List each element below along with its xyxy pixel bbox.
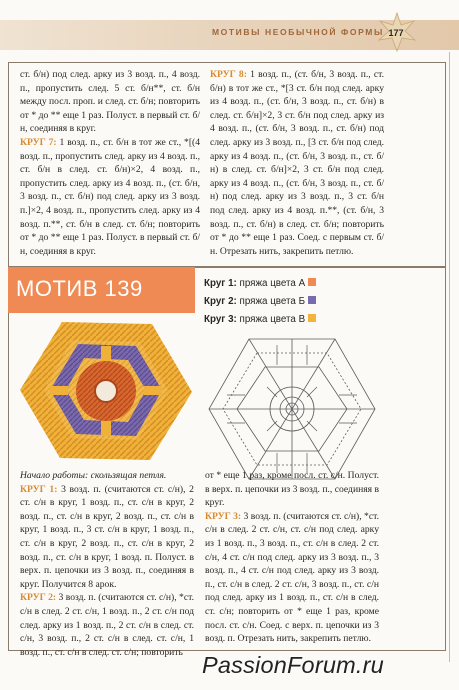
start-text: Начало работы: скользящая петля. xyxy=(20,470,167,481)
chapter-title: МОТИВЫ НЕОБЫЧНОЙ ФОРМЫ xyxy=(212,27,384,37)
legend-text: пряжа цвета А xyxy=(236,278,306,289)
krug2-text: 3 возд. п. (считаются ст. с/н), *ст. с/н в след. 2 ст. с/н, 1 возд. п., 2 ст. с/н под след. арку из 1 возд. п., 2 ст. с/н в след. ст. с/н, 3 возд. п., 2 ст. с/н в след. ст. с/н, 1 возд. п., ст. с/н в след. ст. с/н; повторить xyxy=(20,592,194,658)
motif-right-column xyxy=(205,469,379,646)
top-right-column xyxy=(210,68,384,258)
legend-item-2 xyxy=(204,296,316,307)
legend-text: пряжа цвета В xyxy=(236,314,306,325)
legend-label: Круг 3: xyxy=(204,314,237,325)
color-swatch-c xyxy=(308,314,316,322)
krug7-label: КРУГ 7: xyxy=(20,136,57,148)
legend-item-3 xyxy=(204,314,316,325)
krug1-text: 3 возд. п. (считаются ст. с/н), 2 ст. с/н в круг, 1 возд. п., ст. с/н в круг, 2 возд. п., ст. с/н в круг, 2 возд. п., ст. с/н в круг, 1 возд. п., 3 ст. с/н в круг, 1 возд. п., ст. с/н в круг, 2 возд. п., ст. с/н в круг, 2 возд. п., ст. с/н в круг, 1 возд. п. Полуст. в верх. п. цепочки из 3 возд. п., соединяя в круг. Получится 8 арок. xyxy=(20,483,194,590)
watermark-text: PassionForum.ru xyxy=(202,652,384,678)
page-number: 177 xyxy=(388,28,404,38)
krug8-label: КРУГ 8: xyxy=(210,69,247,80)
continuation-text-2: от * еще 1 раз, кроме посл. ст. с/н. Полуст. в верх. п. цепочки из 3 возд. п., соединяя в круг. xyxy=(205,470,379,509)
legend-label: Круг 1: xyxy=(204,278,237,289)
krug3-text: 3 возд. п. (считаются ст. с/н), *ст. с/н в след. 2 ст. с/н, ст. с/н под след. арку из 1 возд. п., 3 возд. п., ст. с/н в след. 2 ст. с/н, 4 ст. с/н под след. арку из 3 возд. п., 3 возд. п., 4 ст. с/н под след. арку из 3 возд. п., ст. с/н в след. 2 ст. с/н, 3 возд. п., ст. с/н под след. арку из 1 возд. п., ст. с/н в след. ст. с/н; повторить от * еще 1 раз, кроме посл. ст. с/н. Соед. с верх. п. цепочки из 3 возд. п. Отрезать нить, закрепить петлю. xyxy=(205,510,379,645)
krug8-text: 1 возд. п., (ст. б/н, 3 возд. п., ст. б/н) в тот же ст., *[3 ст. б/н под след. арку из 4 возд. п., (ст. б/н, 3 возд. п., ст. б/н) в след. ст. б/н]×2, 3 ст. б/н под след. арку из 4 возд. п., (ст. б/н, 3 возд. п., ст. б/н) под след. арку из 3 возд. п., [3 ст. б/н под след. арку из 4 возд. п., (ст. б/н, 3 возд. п., ст. б/н) в след. ст. б/н]×2, 3 ст. б/н под след. арку из 4 возд. п., (ст. б/н, 3 возд. п., ст. б/н) под след. арку из 3 возд. п., 3 ст. б/н под след. арку из 4 возд. п.**, (ст. б/н, 3 возд. п., ст. б/н) в след. ст. б/н; повторить от * до ** еще 1 раз. Соед. с первым ст. б/н. Отрезать нить, закрепить петлю. xyxy=(210,69,384,257)
krug3-label: КРУГ 3: xyxy=(205,510,242,522)
legend-text: пряжа цвета Б xyxy=(236,296,305,307)
crochet-chart-diagram xyxy=(207,335,377,483)
krug7-text: 1 возд. п., ст. б/н в тот же ст., *[(4 возд. п., пропустить след. арку из 4 возд. п., ст. б/н в след. ст. б/н)×2, 4 возд. п., пропустить след. арку из 4 возд. п., (ст. б/н, 3 возд. п., ст. б/н) под след. арку из 3 возд. п.]×2, 4 возд. п., пропустить след. арку из 4 возд. п.**, ст. б/н в след. ст. б/н; повторить от * до ** еще 1 раз. Полуст. в первый ст. б/н, соединяя в круг. xyxy=(20,136,201,257)
legend-item-1 xyxy=(204,278,316,289)
krug1-label: КРУГ 1: xyxy=(20,483,58,495)
motif-left-column xyxy=(20,469,194,659)
color-swatch-b xyxy=(308,296,316,304)
crochet-motif-photo xyxy=(18,318,194,464)
motif-title: МОТИВ 139 xyxy=(16,276,143,301)
margin-rule xyxy=(449,52,450,662)
continuation-text: ст. б/н) под след. арку из 3 возд. п., 4 возд. п., пропустить след. 5 ст. б/н**, ст. б/н между посл. проп. и след. ст. б/н; повторить от * до ** еще 1 раз. Полуст. в первый ст. б/н, соединяя в круг. xyxy=(20,69,200,135)
top-left-column xyxy=(20,68,200,258)
color-swatch-a xyxy=(308,278,316,286)
legend-label: Круг 2: xyxy=(204,296,237,307)
krug2-label: КРУГ 2: xyxy=(20,592,57,604)
watermark xyxy=(202,652,452,679)
